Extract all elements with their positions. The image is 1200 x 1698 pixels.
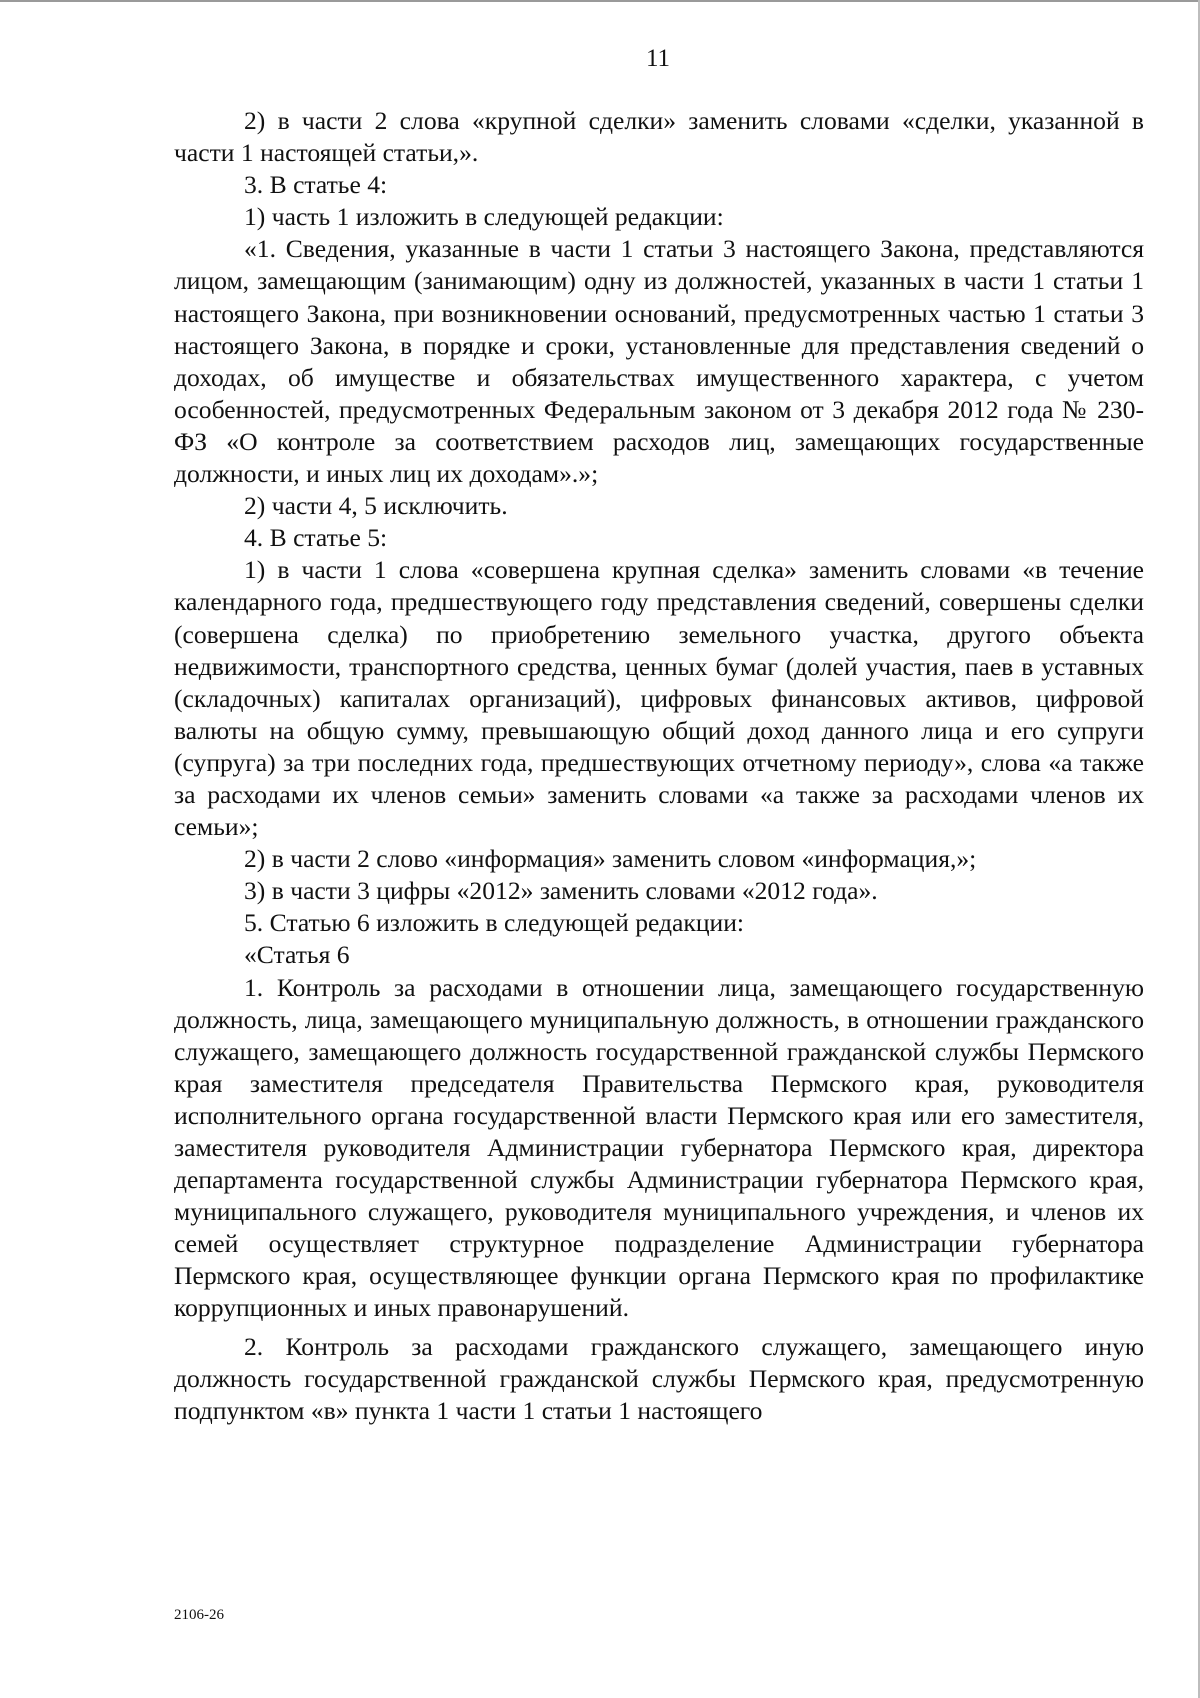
paragraph: 5. Статью 6 изложить в следующей редакции: <box>244 908 745 938</box>
paragraph: «1. Сведения, указанные в части 1 статьи 3 настоящего Закона, представляются лицом, замещающим (занимающим) одну из должностей, указанных в части 1 статьи 1 настоящего Закона, при возникновении оснований, предусмотренных частью 1 статьи 3 настоящего Закона, в порядке и сроки, установленные для представления сведений о доходах, об имуществе и обязательствах имущественного характера, с учетом особенностей, предусмотренных Федеральным законом от 3 декабря 2012 года № 230-ФЗ «О контроле за соответствием расходов лиц, замещающих государственные должности, и иных лиц их доходам».»; <box>174 234 1144 489</box>
paragraph: 1) в части 1 слова «совершена крупная сделка» заменить словами «в течение календарного года, предшествующего году представления сведений, совершены сделки (совершена сделка) по приобретению земельного участка, другого объекта недвижимости, транспортного средства, ценных бумаг (долей участия, паев в уставных (складочных) капиталах организаций), цифровых финансовых активов, цифровой валюты на общую сумму, превышающую общий доход данного лица и его супруги (супруга) за три последних года, предшествующих отчетному периоду», слова «а также за расходами их членов семьи» заменить словами «а также за расходами членов их семьи»; <box>174 555 1144 842</box>
scan-top-edge <box>0 0 1200 2</box>
document-body <box>174 105 1144 1427</box>
paragraph: 2) части 4, 5 исключить. <box>244 491 508 521</box>
paragraph: 2) в части 2 слово «информация» заменить словом «информация,»; <box>244 844 977 874</box>
paragraph: 4. В статье 5: <box>244 523 388 553</box>
paragraph: 1) часть 1 изложить в следующей редакции: <box>244 202 724 232</box>
article-heading: «Статья 6 <box>244 940 350 970</box>
paragraph: 3. В статье 4: <box>244 170 388 200</box>
paragraph: 2) в части 2 слова «крупной сделки» заменить словами «сделки, указанной в части 1 настоящей статьи,». <box>174 106 1144 168</box>
paragraph: 3) в части 3 цифры «2012» заменить словами «2012 года». <box>244 876 878 906</box>
paragraph: 1. Контроль за расходами в отношении лица, замещающего государственную должность, лица, замещающего муниципальную должность, в отношении гражданского служащего, замещающего должность государственной гражданской службы Пермского края заместителя председателя Правительства Пермского края, руководителя исполнительного органа государственной власти Пермского края или его заместителя, заместителя руководителя Администрации губернатора Пермского края, директора департамента государственной службы Администрации губернатора Пермского края, муниципального служащего, руководителя муниципального учреждения, и членов их семей осуществляет структурное подразделение Администрации губернатора Пермского края, осуществляющее функции органа Пермского края по профилактике коррупционных и иных правонарушений. <box>174 972 1144 1323</box>
paragraph: 2. Контроль за расходами гражданского служащего, замещающего иную должность государственной гражданской службы Пермского края, предусмотренную подпунктом «в» пункта 1 части 1 статьи 1 настоящего <box>174 1331 1144 1425</box>
page-number: 11 <box>645 45 671 72</box>
document-code: 2106-26 <box>174 1607 224 1623</box>
